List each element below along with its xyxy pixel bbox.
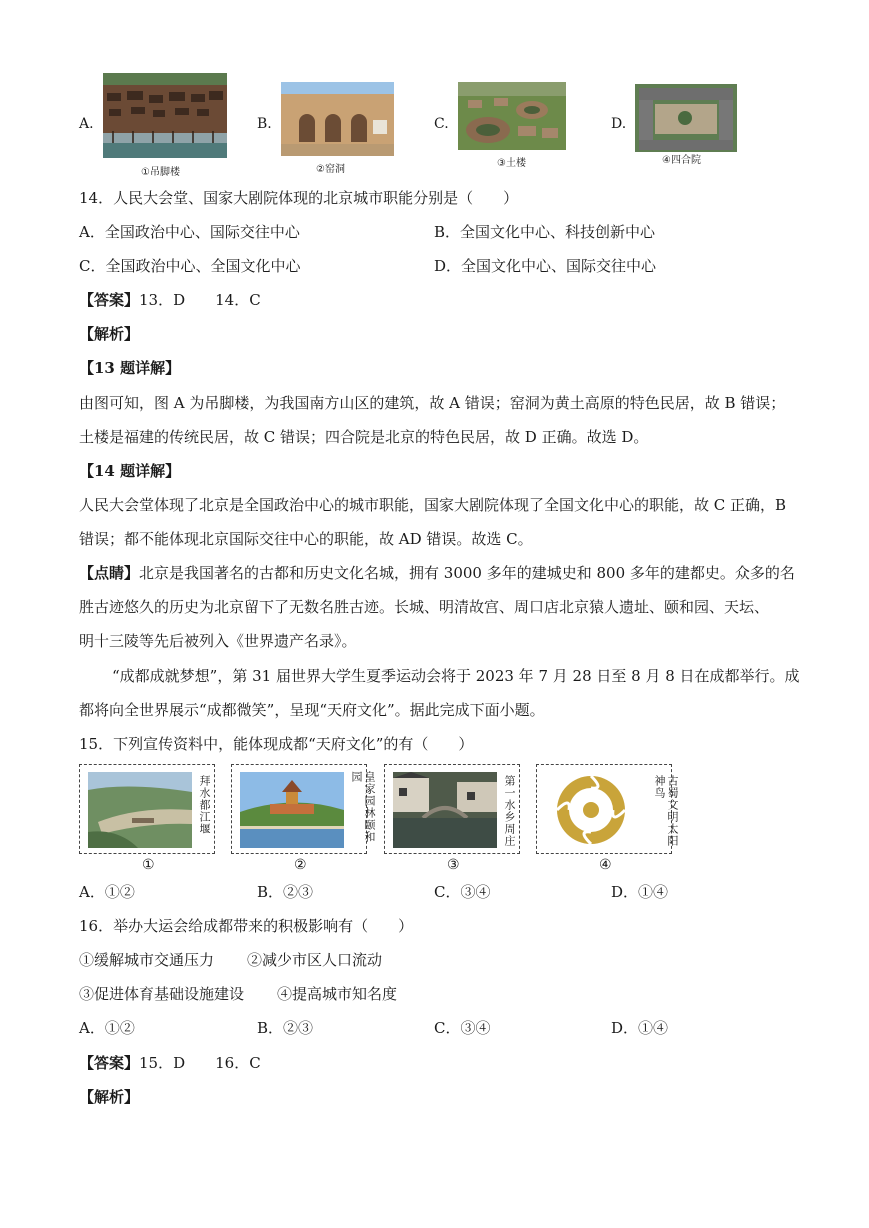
answer-tag-2: 【答案】 bbox=[79, 1054, 140, 1072]
q15-card-zhouzhuang bbox=[384, 764, 520, 854]
answer-line-1 bbox=[79, 290, 261, 310]
q15-option-c: C．③④ bbox=[434, 883, 491, 901]
q16-option-a: A．①② bbox=[79, 1019, 135, 1037]
q14-option-c: C．全国政治中心、全国文化中心 bbox=[79, 257, 301, 275]
tip-text-1: 北京是我国著名的古都和历史文化名城，拥有 3000 多年的建城史和 800 多年的建都史。众多的名 bbox=[139, 564, 795, 582]
q16-option-d: D．①④ bbox=[611, 1019, 669, 1037]
q15-card-4-number: ④ bbox=[599, 857, 612, 873]
q13-option-c-caption: ③土楼 bbox=[497, 158, 526, 169]
q14-option-b: B．全国文化中心、科技创新中心 bbox=[434, 223, 656, 241]
sun-bird-emblem bbox=[545, 772, 649, 848]
answer-line-2 bbox=[79, 1053, 261, 1073]
q13-option-c-letter: C. bbox=[434, 116, 449, 132]
q15-card-summer-palace bbox=[231, 764, 376, 854]
siheyuan-photo bbox=[635, 84, 737, 152]
q15-card-2-label: 皇家园林颐和园 bbox=[350, 771, 376, 843]
q15-card-sun-bird bbox=[536, 764, 679, 854]
q15-card-1-number: ① bbox=[142, 857, 155, 873]
answer-tag: 【答案】 bbox=[79, 291, 140, 309]
summer-palace-photo bbox=[240, 772, 344, 848]
detail-13-line-2: 土楼是福建的传统民居，故 C 错误；四合院是北京的特色民居，故 D 正确。故选 D。 bbox=[79, 428, 649, 446]
q15-stem: 15．下列宣传资料中，能体现成都“天府文化”的有（ ） bbox=[79, 735, 474, 753]
detail-14-line-2: 错误；都不能体现北京国际交往中心的职能，故 AD 错误。故选 C。 bbox=[79, 530, 533, 548]
detail-13-line-1: 由图可知，图 A 为吊脚楼，为我国南方山区的建筑，故 A 错误；窑洞为黄土高原的特色民居，故 B 错误； bbox=[79, 394, 786, 412]
q15-card-1-label: 拜水都江堰 bbox=[198, 775, 211, 835]
q15-option-b: B．②③ bbox=[257, 883, 314, 901]
q16-stem: 16．举办大运会给成都带来的积极影响有（ ） bbox=[79, 917, 414, 935]
q15-option-d: D．①④ bbox=[611, 883, 669, 901]
q13-option-d-caption: ④四合院 bbox=[662, 155, 701, 166]
detail-14-heading: 【14 题详解】 bbox=[79, 462, 181, 480]
intro-line-2: 都将向全世界展示“成都微笑”，呈现“天府文化”。据此完成下面小题。 bbox=[79, 701, 545, 719]
tip-line-2: 胜古迹悠久的历史为北京留下了无数名胜古迹。长城、明清故宫、周口店北京猿人遗址、颐和园、天坛、 bbox=[79, 598, 770, 616]
q13-option-d-letter: D. bbox=[611, 116, 627, 132]
answer-text: 13．D 14．C bbox=[139, 291, 261, 309]
q15-option-a: A．①② bbox=[79, 883, 135, 901]
q15-card-4-label: 古蜀文明太阳神鸟 bbox=[653, 775, 679, 847]
q16-option-c: C．③④ bbox=[434, 1019, 491, 1037]
analysis-heading-2: 【解析】 bbox=[79, 1088, 140, 1106]
q13-option-a-caption: ①吊脚楼 bbox=[141, 167, 180, 178]
earth-building-photo bbox=[458, 82, 566, 150]
dujiangyan-photo bbox=[88, 772, 192, 848]
q14-stem: 14．人民大会堂、国家大剧院体现的北京城市职能分别是（ ） bbox=[79, 189, 519, 207]
analysis-heading-1: 【解析】 bbox=[79, 325, 140, 343]
tip-line-1 bbox=[79, 563, 795, 583]
detail-13-heading: 【13 题详解】 bbox=[79, 359, 181, 377]
tip-tag: 【点睛】 bbox=[79, 564, 140, 582]
intro-line-1: “成都成就梦想”，第 31 届世界大学生夏季运动会将于 2023 年 7 月 28 日至 8 月 8 日在成都举行。成 bbox=[112, 667, 800, 685]
q16-option-b: B．②③ bbox=[257, 1019, 314, 1037]
tip-line-3: 明十三陵等先后被列入《世界遗产名录》。 bbox=[79, 632, 357, 650]
answer-text-2: 15．D 16．C bbox=[139, 1054, 261, 1072]
q14-option-d: D．全国文化中心、国际交往中心 bbox=[434, 257, 657, 275]
q13-option-b-letter: B. bbox=[257, 116, 272, 132]
zhouzhuang-photo bbox=[393, 772, 497, 848]
q15-card-3-number: ③ bbox=[447, 857, 460, 873]
q15-card-2-number: ② bbox=[294, 857, 307, 873]
q13-option-a-letter: A. bbox=[79, 116, 94, 132]
q16-item-4: ④提高城市知名度 bbox=[277, 985, 398, 1003]
detail-14-line-1: 人民大会堂体现了北京是全国政治中心的城市职能，国家大剧院体现了全国文化中心的职能，故 C 正确，B bbox=[79, 496, 787, 514]
stilt-house-photo bbox=[103, 73, 227, 158]
q14-option-a: A．全国政治中心、国际交往中心 bbox=[79, 223, 300, 241]
q16-item-1: ①缓解城市交通压力 bbox=[79, 951, 215, 969]
q16-item-2: ②减少市区人口流动 bbox=[247, 951, 383, 969]
cave-dwelling-photo bbox=[281, 82, 394, 156]
q13-option-b-caption: ②窑洞 bbox=[316, 164, 345, 175]
q15-card-dujiangyan bbox=[79, 764, 215, 854]
q15-card-3-label: 第一水乡周庄 bbox=[503, 775, 516, 847]
q16-item-3: ③促进体育基础设施建设 bbox=[79, 985, 245, 1003]
